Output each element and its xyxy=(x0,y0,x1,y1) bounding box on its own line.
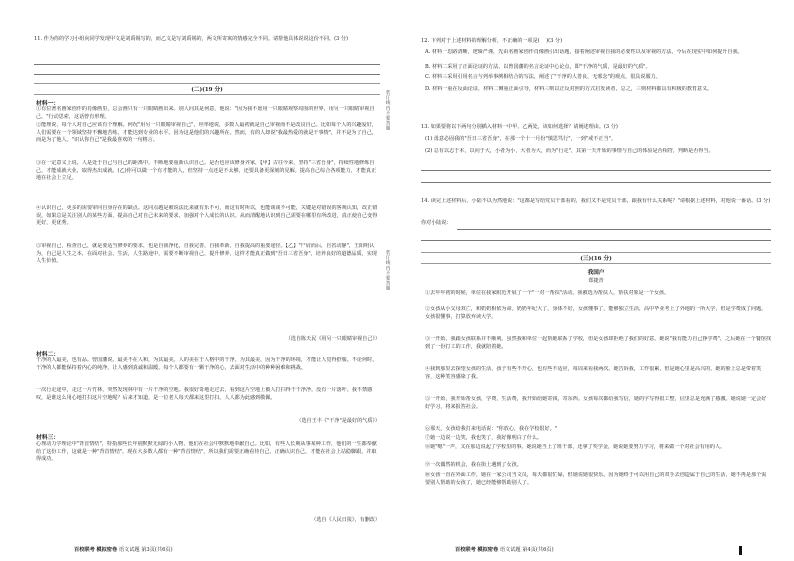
answer-line xyxy=(34,64,380,65)
footer-page: 语文试题 第4页(共6页) xyxy=(499,547,554,553)
material-1-para-4: ④认识自己，更多的需要审问自身存在的缺点。这同点越是被说法比来就有乐不可，而这有时所以，也能谈谈不可能，关键是对错误的客观认知，改正错误，如果总是关注别人的某些方面，提高自己对自己未来的要求，加强对个人成长的认识。从而清醒地认识到自己需要在哪里有所改进，真正使自己变得更好，更优秀。 xyxy=(36,205,378,227)
footer-brand: 百校联考 xyxy=(455,547,476,553)
question-12: 12. 下列对于上述材料的理解分析，不正确的一项是( )(3 分) xyxy=(421,38,563,44)
section-2-title: (二)(19 分) xyxy=(191,87,223,93)
material-3-source: （选自《人民日报》，有删改） xyxy=(311,517,380,523)
page-corner-mark xyxy=(739,546,742,555)
story-para-10: ⑩女孩一直在外面工作，她在一家公司当文员，每天都很忙碌，但她说她很快乐。因为她终于可以用自己的双手去创造属于自己的生活，她不再是那个需要别人帮助的女孩了，她已经能够帮助别人了。 xyxy=(425,472,767,486)
section-divider xyxy=(34,83,380,84)
footer-mid: 模拟密卷 xyxy=(477,547,499,553)
material-2-source: （选自王丰《"干净"是最好的气质》） xyxy=(296,418,380,424)
answer-line xyxy=(34,74,380,75)
section-divider xyxy=(421,263,771,264)
question-11: 11. 作为你的学习小组向同学发现甲文是刘禹锡写的，而乙文是写刘禹锡的，两文所寄寓的情感完全不同。请帮他具体说说这份不同。(3 分) xyxy=(34,36,348,42)
answer-line xyxy=(421,170,771,171)
answer-line xyxy=(421,182,771,183)
q14-answer-prompt: 你对小陆说： xyxy=(421,220,452,226)
footer-page: 语文试题 第3页(共6页) xyxy=(118,547,173,553)
section-3-title: (三)(16 分) xyxy=(580,256,612,262)
section-divider xyxy=(34,94,380,95)
q12-option-b: B. 材料二采用了正面论证的方法，以曾国藩的名言论证中心论点，即"干净的气质，是最好的气质"。 xyxy=(425,64,651,70)
story-para-2: ②女孩从小父母双亡，和奶奶相依为命。奶奶年纪大了，身体不好，女孩懂事了，能够独立生活，高中毕业考上了外地的一所大学，但是学费成了问题。女孩很懂事，打算放弃读大学。 xyxy=(425,306,767,320)
story-para-3: ③一开始，我跟女孩联系并不顺利。虽然我和单位一起帮她联系了学校，但是女孩却拒绝了我们的好意。她说"我有能力自己挣学费"，之后她在一个餐馆找到了一份打工的工作，我就陪着她。 xyxy=(425,336,771,350)
material-3-para-1: 心理动力学理论中"背首情结"，特指那些长年别默默无闻的小人物，他们在社会中默默地奉献自己。比如，有些人长期从事某种工作，他们的一生都奉献给了这份工作，这就是一种"背首情结"。现在大多数人都有一种"背首情结"，所以我们需要正确看待自己，正确认识自己，才能在社会上站稳脚跟，并取得成功。 xyxy=(36,441,377,463)
material-2-label: 材料二： xyxy=(36,352,60,358)
q12-option-c: C. 材料三采用引用名言与列举事例相结合的写法，阐述了"干净的人善良，无邪念"的观点，很具说服力。 xyxy=(425,74,661,80)
footer-left xyxy=(74,546,173,553)
story-para-8: ⑧她"嗯"一声，又在那边说起了学校里的事。她说她当上了班干部，还拿了奖学金，她说她要努力学习，将来做一个对社会有用的人。 xyxy=(425,444,726,450)
question-13: 13. 如果要将以下两句分别插入材料一中甲、乙两处，该如何选择？请阐述理由。(3 分) xyxy=(421,124,618,130)
story-title: 我国户 xyxy=(587,270,605,276)
story-para-5: ⑤一开始，我开始帮女孩，学费，生活费，我开始给她寄钱，寄东西。女孩每次都给我写信，她的字写得很工整，信里总是充满了感激。她说她一定会好好学习，将来报答社会。 xyxy=(425,396,767,410)
story-author: 郑捷青 xyxy=(588,278,604,284)
story-para-6: ⑥那天，女孩给我打来电话说："你放心，我在学校很好。" xyxy=(425,426,558,432)
footer-brand: 百校联考 xyxy=(74,547,95,553)
q12-option-d: D. 材料一重在反面论证，材料二侧重正面引导，材料三则以正反对照的方式启发读者，总之，三则材料都具有积极的教育意义。 xyxy=(425,86,713,92)
story-para-4: ④我到那里去探望女孩的生活，孩子有些不开心，也有些不适应，每周来看我两次。她告诉我，工作很累，但是她心里是高兴的，她的脸上总是带着笑容，这种笑容感染了我。 xyxy=(425,366,762,380)
material-3-label: 材料三： xyxy=(36,435,60,441)
footer-mid: 模拟密卷 xyxy=(96,547,118,553)
answer-line[interactable] xyxy=(421,240,771,241)
material-1-para-3: ③在一定意义上说，人是处于自己与自己的距离中。不断地要重新认识自己。是否也应该修身齐家，【甲】古往今来，坚持"三省吾身"，持续性地修炼自己，才能成就大业，取得杰出成就。(乙)你可以做一个有才能的人，但坚持一点还是不太够，还要具备更深刻的见解。提高自己综合各项能力，才能真正地在社会上立足。 xyxy=(36,160,377,182)
material-1-label: 材料一： xyxy=(36,101,60,107)
answer-line[interactable] xyxy=(457,229,771,230)
story-para-1: ①去年年初的时候，单位在我家附近开展了一个"一对一帮扶"活动。我被选为帮扶人，帮扶对象是一个女孩。 xyxy=(425,290,670,296)
binding-line-note: 装订线内不要答题 xyxy=(385,90,390,131)
material-1-para-5: ⑤审视自己，检查自己，就是要适当修养的要求，也是自我净化，自我完善，自我革新，自我提高的重要途径。【乙】"尸肩而后，自省动静"，王阳明认为，自己是人生之本，在面对社会、生活，人生路途中，需要不断审视自己，提升修养，这样才能真正做到"吾日三省吾身"，培养良好的道德品质，实现人生价值。 xyxy=(36,243,377,265)
story-para-7: ⑦她一边说一边笑，我也笑了，我好像明白了什么。 xyxy=(425,435,543,441)
q13-item-2: (2) 总有以志于本，以向于大，小者为小，大者为大，而为"行走"，其第一天开始的事情与自己的体验是否相符，判断是否得当。 xyxy=(425,148,714,154)
material-2-para-1: 干净的人最美，也有品。曾国藩说，最美不在人和，为其最美。人的美在于人格中的干净。为其最美，因为干净的环境，才能让人觉得舒服。不论何时，干净的人都能保持着内心的纯净，让人感到真诚和温暖。每个人都要有一颗干净的心，去面对生活中的种种困难和挑战。 xyxy=(36,357,378,371)
binding-line-note: 装订线内不要答题 xyxy=(385,250,390,291)
question-14: 14. 读完上述材料后，小陆不以为然地说："这都是写给党员干部看的，我们又不是党员干部，跟我有什么关系呢？"请根据上述材料，对他说一番话。(3 分) xyxy=(421,198,771,204)
section-divider xyxy=(421,252,771,253)
material-1-source: （选自陈天民《用另一只眼睛审视自己》） xyxy=(285,336,380,342)
material-2-para-2: 一次行走途中，走过一片竹林，突然发现林中有一片干净的空地。我很好奇地走过去，看到这片空地上被人打扫得干干净净，没有一片落叶。我不禁感叹，是谁这么用心地打扫这片空地呢？后来才知道，是一位老人每天都来这里打扫。人人都为此感到敬佩。 xyxy=(36,387,373,401)
footer-right xyxy=(455,546,554,553)
material-1-para-2: ②能理说，每个人对自己应该有个理解。何况"用另一只眼睛审视自己"，坦率地说，多数人最初就是自己审视而不是改良自己。比如每个人的兴趣爱好，人们需要在一个领域坚持不懈地苦练，才能达到专业的水平。因为这是他们的兴趣所在。然而，有的人却说"我最热爱的就是干事情"，并不是为了自己，而是为了他人。"识认你自己"是我最喜欢的一句格言。 xyxy=(36,122,377,144)
material-1-para-1: ①有位著名画家创作的肖像画里，总会画只有一只眼睛画出来。别人问其是何意，他说："因为我不愿用一只眼睛观察周围的世界，用另一只眼睛审视自己。"行动思索，这话曾有形理。 xyxy=(36,106,375,120)
q13-item-1: (1) 毋意必固我的"吾日三省吾身"，在那一个十一月份"慎思笃行"，一到"戒不正当"。 xyxy=(425,136,616,142)
q12-option-a: A. 材料一思路清晰，逻辑严谨，先由名画家创作肖像画引出话题，接着阐述审视自我的必要性以及审视的方法，今后在现实中如何提升自我。 xyxy=(425,49,743,55)
story-para-9: ⑨一次偶然的机会，我在街上遇到了女孩。 xyxy=(425,462,522,468)
right-page xyxy=(397,0,794,561)
